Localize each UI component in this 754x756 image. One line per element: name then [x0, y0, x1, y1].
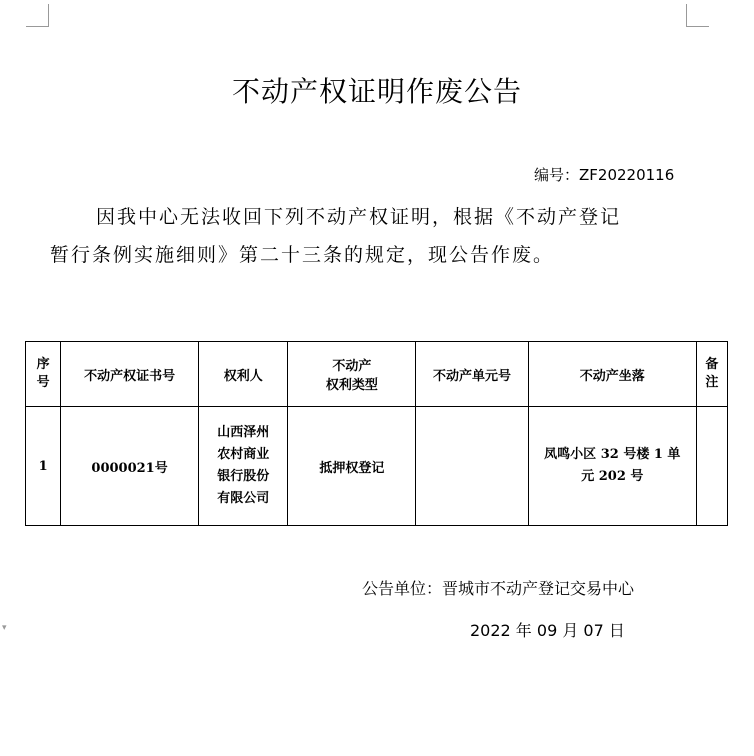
margin-marker: ▾	[2, 623, 7, 633]
cell-no: 1	[26, 407, 61, 526]
location-line-1: 凤鸣小区 32 号楼 1 单	[544, 447, 681, 462]
notice-body-line-2: 暂行条例实施细则》第二十三条的规定，现公告作废。	[50, 244, 555, 266]
header-right-type	[288, 342, 416, 407]
issuing-unit: 公告单位：晋城市不动产登记交易中心	[362, 579, 635, 598]
owner-line-1: 山西泽州	[217, 425, 270, 440]
cell-unit	[416, 407, 529, 526]
cell-right-type: 抵押权登记	[288, 407, 416, 526]
cell-cert: 0000021号	[61, 407, 199, 526]
owner-line-2: 农村商业	[217, 447, 270, 462]
header-location: 不动产坐落	[528, 342, 696, 407]
cell-owner	[198, 407, 288, 526]
header-cert: 不动产权证书号	[61, 342, 199, 407]
header-right-type-line-1: 不动产	[332, 359, 372, 374]
document-title: 不动产权证明作废公告	[231, 75, 522, 108]
table-header-row	[26, 342, 728, 407]
header-right-type-line-2: 权利类型	[325, 378, 378, 393]
header-owner: 权利人	[198, 342, 288, 407]
document-number: 编号：ZF20220116	[534, 166, 675, 184]
header-note: 备注	[696, 342, 727, 407]
owner-line-4: 有限公司	[217, 491, 270, 506]
void-certificate-table	[25, 341, 728, 526]
header-no: 序号	[26, 342, 61, 407]
cell-note	[696, 407, 727, 526]
notice-body-line-1: 因我中心无法收回下列不动产权证明，根据《不动产登记	[96, 206, 622, 228]
page-corner-mark-top-right	[686, 4, 709, 27]
table-row	[26, 407, 728, 526]
page-corner-mark-top-left	[26, 4, 49, 27]
location-line-2: 元 202 号	[581, 469, 644, 484]
header-unit: 不动产单元号	[416, 342, 529, 407]
cell-location	[528, 407, 696, 526]
issue-date: 2022 年 09 月 07 日	[470, 621, 625, 640]
notice-body	[50, 198, 700, 274]
owner-line-3: 银行股份	[217, 469, 270, 484]
